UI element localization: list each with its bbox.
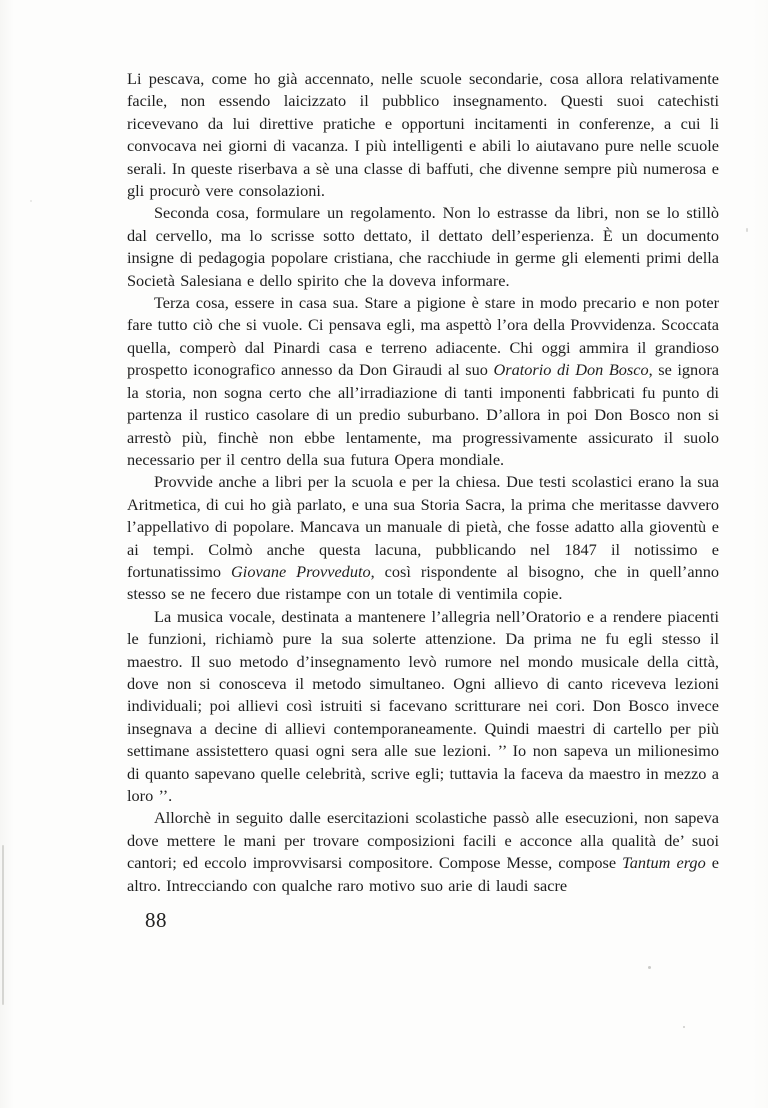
text-run: Allorchè in seguito dalle esercitazioni scolastiche passò alle esecuzioni, non sapeva dove mettere le mani per trovare composizioni facili e acconce alla qualità de’ suoi cantori; ed eccolo improvvisarsi compositore. Compose Messe, compose (127, 808, 719, 873)
scan-speck (30, 200, 32, 202)
text-run: La musica vocale, destinata a mantenere l’allegria nell’Oratorio e a rendere piacenti le funzioni, richiamò pure la sua solerte attenzione. Da prima ne fu egli stesso il maestro. Il suo metodo d’insegnamento levò rumore nel mondo musicale della città, dove non si conosceva il metodo simultaneo. Ogni allievo di canto riceveva lezioni individuali; poi allievi così istruiti si facevano scritturare nei cori. Don Bosco invece insegnava a decine di allievi contemporaneamente. Quindi maestri di cartello per più settimane assistettero quasi ogni sera alle sue lezioni. ’’ Io non sapeva un milionesimo di quanto sapevano quelle celebrità, scrive egli; tuttavia la faceva da maestro in mezzo a loro ’’. (127, 606, 719, 805)
page-number: 88 (145, 908, 167, 932)
text-run: Terza cosa, essere in casa sua. Stare a pigione è stare in modo precario e non poter fare tutto ciò che si vuole. Ci pensava egli, ma aspettò l’ora della Provvidenza. Scoccata quella, comperò dal Pinardi casa e terreno adiacente. Chi oggi ammira il grandioso prospetto iconografico annesso da Don Giraudi al suo (127, 293, 719, 380)
scan-speck (683, 1026, 685, 1028)
paragraph (127, 68, 719, 202)
text-run: e altro. Intrecciando con qualche raro motivo suo arie di laudi sacre (127, 853, 719, 895)
paragraph (127, 606, 719, 808)
paragraph (127, 202, 719, 292)
italic-text-run: Tantum ergo (622, 853, 706, 873)
text-run: , così rispondente al bisogno, che in quell’anno stesso se ne fecero due ristampe con un totale di ventimila copie. (127, 561, 719, 604)
text-run: Seconda cosa, formulare un regolamento. Non lo estrasse da libri, non se lo stillò dal cervello, ma lo scrisse sotto dettato, il dettato dell’esperienza. È un documento insigne di pedagogia popolare cristiana, che racchiude in germe gli elementi primi della Società Salesiana e dello spirito che la doveva informare. (127, 203, 719, 290)
italic-text-run: Giovane Provveduto (231, 561, 371, 581)
text-run: , se ignora la storia, non sogna certo che all’irradiazione di tanti imponenti fabbricati fu punto di partenza il rustico casolare di un predio suburbano. D’allora in poi Don Bosco non si arrestò più, finchè non ebbe lentamente, ma progressivamente assicurato il suolo necessario per il centro della sua futura Opera mondiale. (127, 360, 719, 469)
text-run: Li pescava, come ho già accennato, nelle scuole secondarie, cosa allora relativamente facile, non essendo laicizzato il pubblico insegnamento. Questi suoi catechisti ricevevano da lui direttive pratiche e opportuni incitamenti in conferenze, a cui li convocava nei giorni di vacanza. I più intelligenti e abili lo aiutavano pure nelle scuole serali. In queste riserbava a sè una classe di baffuti, che divenne sempre più numerosa e gli procurò vere consolazioni. (127, 69, 719, 201)
scan-edge-artifact (2, 845, 4, 1005)
scan-speck (648, 966, 651, 969)
italic-text-run: Oratorio di Don Bosco (493, 360, 649, 380)
paragraph (127, 292, 719, 471)
paragraph (127, 471, 719, 605)
text-block (127, 68, 719, 897)
paragraph (127, 807, 719, 897)
text-run: Provvide anche a libri per la scuola e per la chiesa. Due testi scolastici erano la sua Aritmetica, di cui ho già parlato, e una sua Storia Sacra, la prima che meritasse davvero l’appellativo di popolare. Mancava un manuale di pietà, che fosse adatto alla gioventù e ai tempi. Colmò anche questa lacuna, pubblicando nel 1847 il notissimo e fortunatissimo (127, 472, 719, 581)
scan-speck (746, 228, 748, 232)
